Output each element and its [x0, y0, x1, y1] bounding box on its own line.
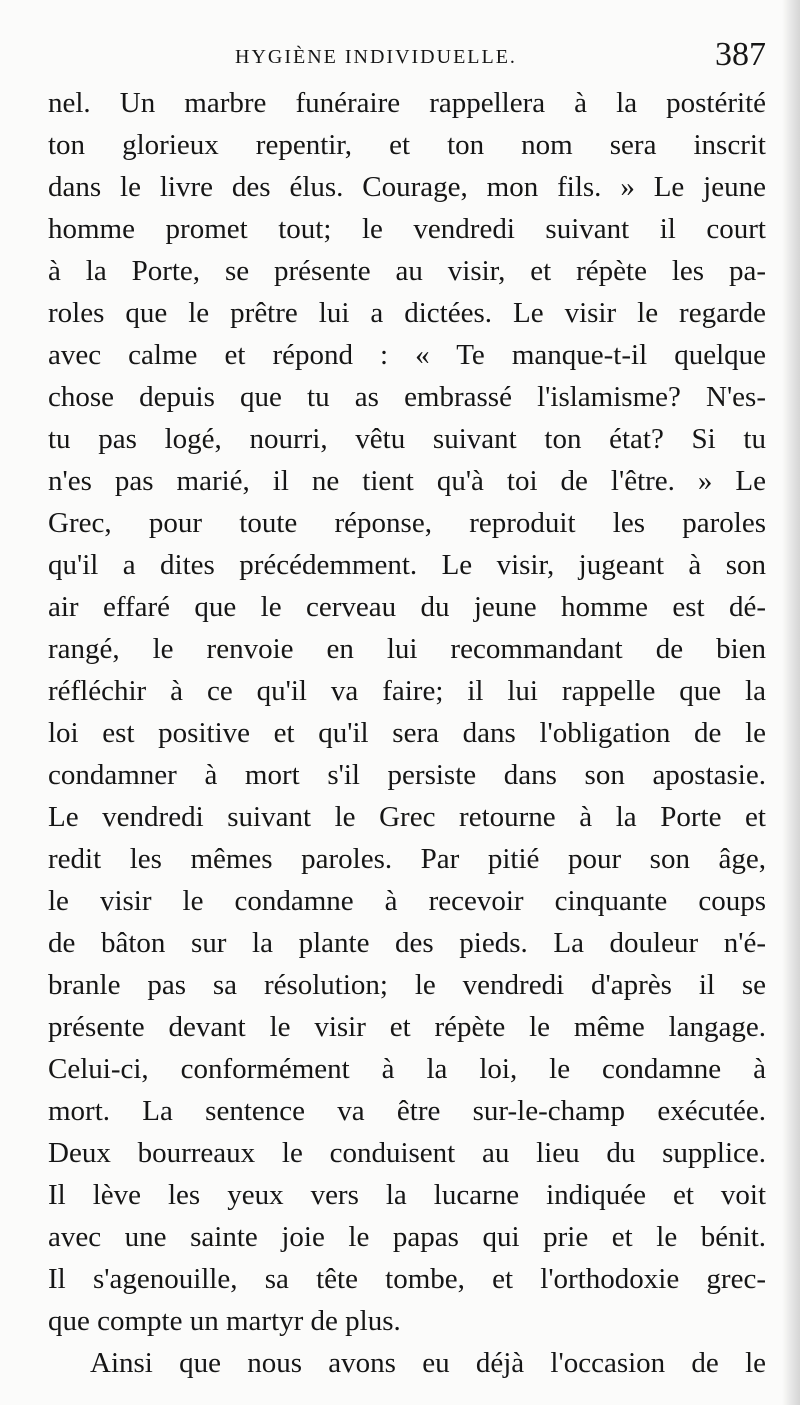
text-line: avec une sainte joie le papas qui prie et le bénit. — [48, 1221, 766, 1253]
text-line: le visir le condamne à recevoir cinquante coups — [48, 885, 766, 917]
text-line: avec calme et répond : « Te manque-t-il quelque — [48, 339, 766, 371]
body-text — [48, 82, 766, 1384]
text-line: branle pas sa résolution; le vendredi d'après il se — [48, 969, 766, 1001]
running-title: HYGIÈNE INDIVIDUELLE. — [235, 46, 517, 68]
text-line: chose depuis que tu as embrassé l'islamisme? N'es- — [48, 381, 766, 413]
text-line: nel. Un marbre funéraire rappellera à la postérité — [48, 87, 766, 119]
paragraph-start-line: Ainsi que nous avons eu déjà l'occasion de le — [90, 1347, 766, 1379]
page-edge-shadow — [782, 0, 800, 1405]
text-line: dans le livre des élus. Courage, mon fils. » Le jeune — [48, 171, 766, 203]
text-line: ton glorieux repentir, et ton nom sera inscrit — [48, 129, 766, 161]
text-line: Deux bourreaux le conduisent au lieu du supplice. — [48, 1137, 766, 1169]
text-line: qu'il a dites précédemment. Le visir, jugeant à son — [48, 549, 766, 581]
text-line: condamner à mort s'il persiste dans son apostasie. — [48, 759, 766, 791]
text-line: réfléchir à ce qu'il va faire; il lui rappelle que la — [48, 675, 766, 707]
text-line: à la Porte, se présente au visir, et répète les pa- — [48, 255, 766, 287]
text-line: Grec, pour toute réponse, reproduit les paroles — [48, 507, 766, 539]
text-line: rangé, le renvoie en lui recommandant de bien — [48, 633, 766, 665]
text-line: Il lève les yeux vers la lucarne indiquée et voit — [48, 1179, 766, 1211]
text-line: homme promet tout; le vendredi suivant il court — [48, 213, 766, 245]
text-line: Le vendredi suivant le Grec retourne à la Porte et — [48, 801, 766, 833]
page-number: 387 — [715, 36, 766, 73]
text-line: de bâton sur la plante des pieds. La douleur n'é- — [48, 927, 766, 959]
text-line: mort. La sentence va être sur-le-champ exécutée. — [48, 1095, 766, 1127]
text-line: roles que le prêtre lui a dictées. Le visir le regarde — [48, 297, 766, 329]
text-line: redit les mêmes paroles. Par pitié pour son âge, — [48, 843, 766, 875]
text-line: n'es pas marié, il ne tient qu'à toi de l'être. » Le — [48, 465, 766, 497]
text-line: air effaré que le cerveau du jeune homme est dé- — [48, 591, 766, 623]
paragraph-end-line: que compte un martyr de plus. — [48, 1305, 401, 1337]
text-line: présente devant le visir et répète le même langage. — [48, 1011, 766, 1043]
text-line: Il s'agenouille, sa tête tombe, et l'orthodoxie grec- — [48, 1263, 766, 1295]
text-line: Celui-ci, conformément à la loi, le condamne à — [48, 1053, 766, 1085]
running-head — [48, 36, 766, 84]
text-line: tu pas logé, nourri, vêtu suivant ton état? Si tu — [48, 423, 766, 455]
text-line: loi est positive et qu'il sera dans l'obligation de le — [48, 717, 766, 749]
